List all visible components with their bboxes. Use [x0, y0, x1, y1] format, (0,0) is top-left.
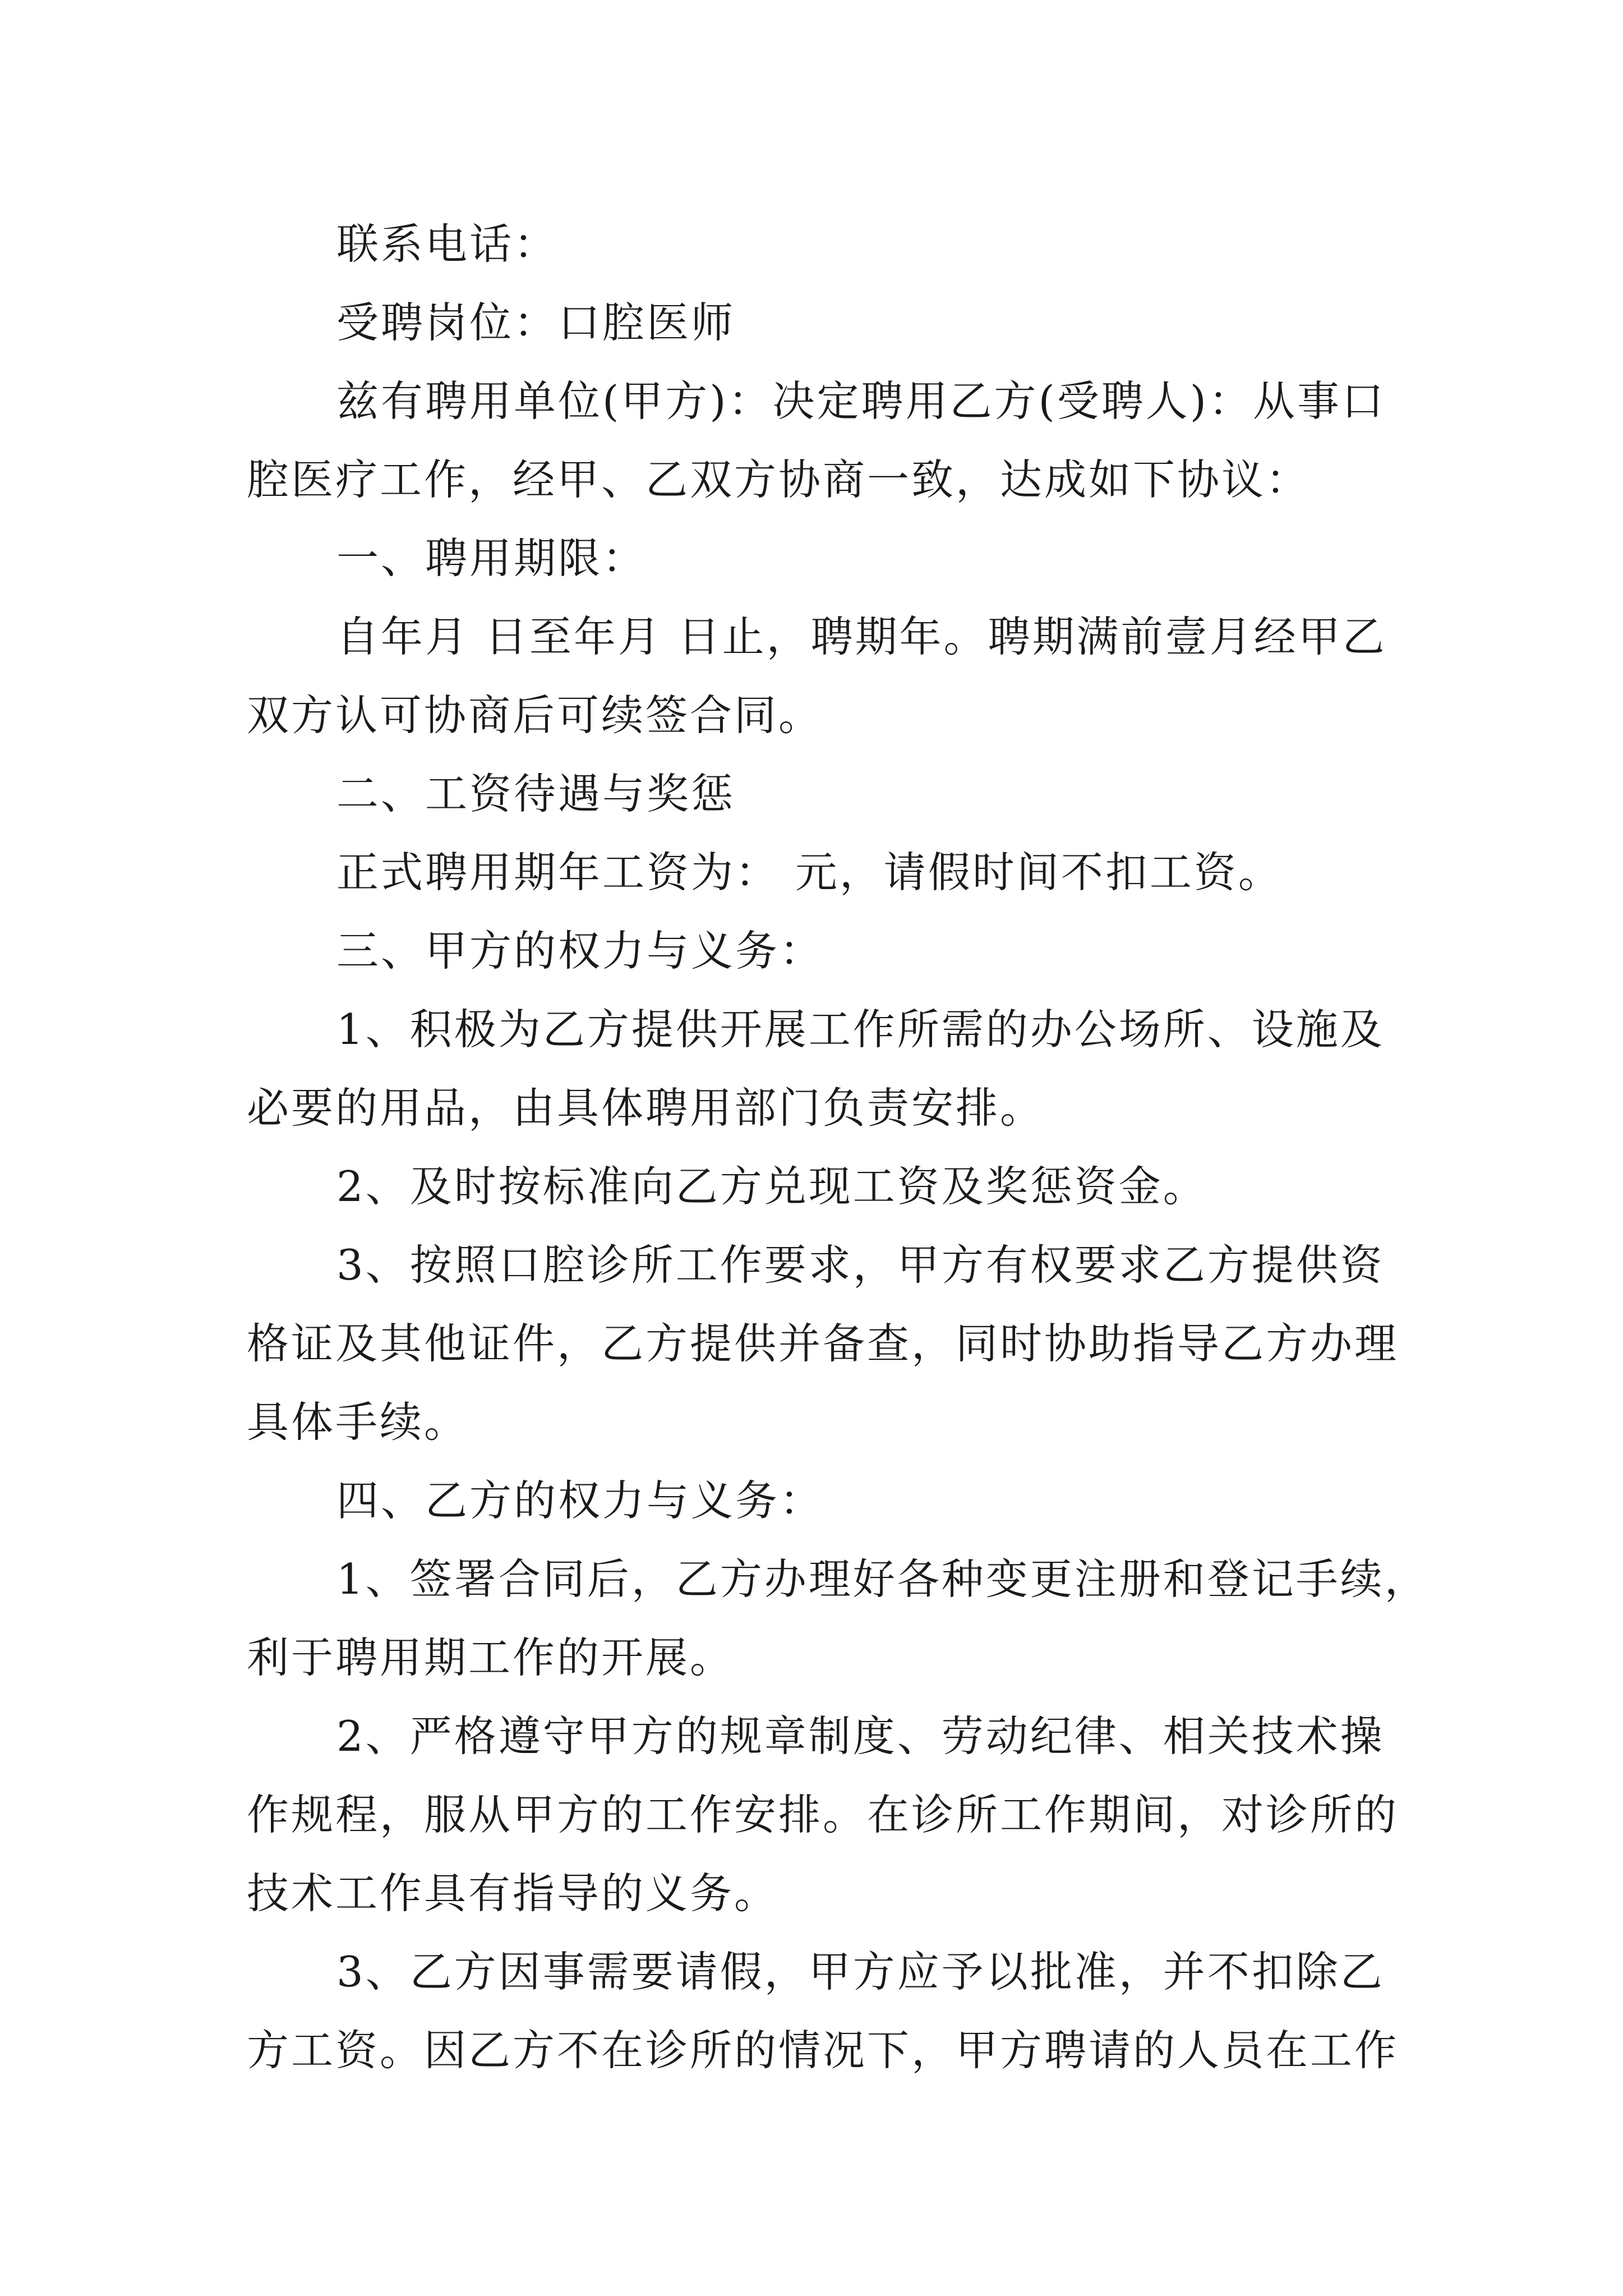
text-line: 腔医疗工作，经甲、乙双方协商一致，达成如下协议：	[247, 455, 1311, 504]
text-line: 利于聘用期工作的开展。	[247, 1633, 735, 1682]
text-line: 1、签署合同后，乙方办理好各种变更注册和登记手续，	[336, 1554, 1429, 1604]
text-line: 格证及其他证件，乙方提供并备查，同时协助指导乙方办理	[247, 1319, 1399, 1368]
text-line: 自年月 日至年月 日止，聘期年。聘期满前壹月经甲乙	[336, 612, 1387, 661]
text-line: 双方认可协商后可续签合同。	[247, 691, 823, 740]
text-line: 正式聘用期年工资为： 元，请假时间不扣工资。	[336, 848, 1283, 897]
text-line: 兹有聘用单位(甲方)：决定聘用乙方(受聘人)：从事口	[336, 376, 1386, 426]
text-line: 1、积极为乙方提供开展工作所需的办公场所、设施及	[336, 1005, 1385, 1054]
text-line: 二、工资待遇与奖惩	[336, 769, 736, 818]
text-line: 三、甲方的权力与义务：	[336, 926, 824, 976]
text-line: 技术工作具有指导的义务。	[247, 1869, 779, 1918]
text-line: 2、及时按标准向乙方兑现工资及奖惩资金。	[336, 1162, 1207, 1211]
text-line: 一、聘用期限：	[336, 533, 647, 583]
text-line: 作规程，服从甲方的工作安排。在诊所工作期间，对诊所的	[247, 1790, 1399, 1839]
text-line: 2、严格遵守甲方的规章制度、劳动纪律、相关技术操	[336, 1711, 1385, 1761]
text-line: 具体手续。	[247, 1397, 469, 1447]
text-line: 必要的用品，由具体聘用部门负责安排。	[247, 1083, 1045, 1133]
text-line: 联系电话：	[336, 219, 559, 269]
text-line: 3、按照口腔诊所工作要求，甲方有权要求乙方提供资	[336, 1240, 1385, 1290]
text-line: 受聘岗位：口腔医师	[336, 298, 736, 347]
text-line: 3、乙方因事需要请假，甲方应予以批准，并不扣除乙	[336, 1947, 1385, 1996]
text-line: 四、乙方的权力与义务：	[336, 1476, 824, 1525]
text-line: 方工资。因乙方不在诊所的情况下，甲方聘请的人员在工作	[247, 2026, 1399, 2075]
